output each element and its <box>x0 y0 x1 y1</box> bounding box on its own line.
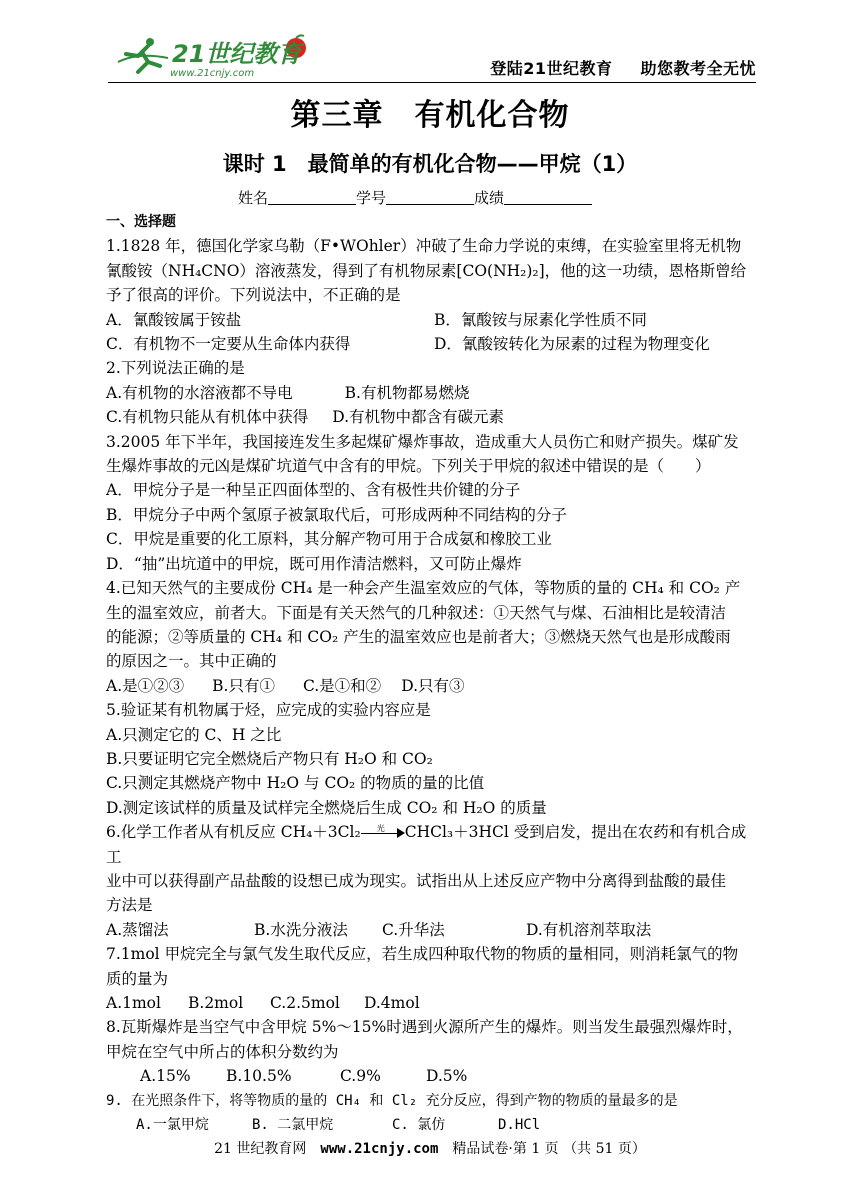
q2-option-c: C.有机物只能从有机体中获得 <box>106 408 309 427</box>
q1-options-row-2 <box>106 332 756 356</box>
id-blank <box>386 190 474 205</box>
q8-option-c: C.9% <box>340 1067 381 1086</box>
q1-options-row-1 <box>106 308 756 332</box>
q6-option-b: B.水洗分液法 <box>254 920 348 939</box>
slogan-helper: 助您教考全无忧 <box>640 59 756 78</box>
q8-option-b: B.10.5% <box>226 1067 292 1086</box>
header-divider <box>108 82 756 83</box>
q8-option-a: A.15% <box>140 1067 191 1086</box>
q2-options-row-1 <box>106 381 756 405</box>
q5-option-b: B.只要证明它完全燃烧后产物只有 H₂O 和 CO₂ <box>106 749 433 768</box>
q6-line-3: 方法是 <box>106 896 153 915</box>
q9-option-a: A.一氯甲烷 <box>136 1117 209 1134</box>
q6-option-a: A.蒸馏法 <box>106 920 169 939</box>
q2-option-d: D.有机物中都含有碳元素 <box>332 408 505 427</box>
q8-line-2: 甲烷在空气中所占的体积分数约为 <box>106 1042 339 1061</box>
q4-option-c: C.是①和② <box>302 676 382 695</box>
slogan-login: 登陆21世纪教育 <box>490 59 613 78</box>
q1-option-b: B．氰酸铵与尿素化学性质不同 <box>434 310 647 329</box>
q3-line-2: 生爆炸事故的元凶是煤矿坑道气中含有的甲烷。下列关于甲烷的叙述中错误的是（ ） <box>106 457 711 476</box>
q7-option-c: C.2.5mol <box>270 994 340 1012</box>
q6-options <box>106 918 756 942</box>
q1-line-2: 氰酸铵（NH₄CNO）溶液蒸发，得到了有机物尿素[CO(NH₂)₂]，他的这一功绩，恩格斯曾给 <box>106 261 747 280</box>
question-list <box>106 210 756 1137</box>
q6-option-d: D.有机溶剂萃取法 <box>526 920 652 939</box>
q4-line-2: 生的温室效应，前者大。下面是有关天然气的几种叙述：①天然气与煤、石油相比是较清洁 <box>106 603 727 622</box>
q9-stem: 9. 在光照条件下，将等物质的量的 CH₄ 和 Cl₂ 充分反应，得到产物的物质的量最多的是 <box>106 1092 678 1109</box>
student-info-line <box>238 187 592 208</box>
q1-option-a: A．氰酸铵属于铵盐 <box>106 310 242 329</box>
logo-url: www.21cnjy.com <box>170 68 255 79</box>
page-header <box>108 30 756 82</box>
score-blank <box>504 190 592 205</box>
q4-options <box>106 674 756 698</box>
arrow-label: 光 <box>376 824 385 834</box>
name-label: 姓名 <box>238 189 269 207</box>
q6-line-1-pre: 6.化学工作者从有机反应 CH₄＋3Cl₂ <box>106 823 361 842</box>
q1-line-1: 1.1828 年，德国化学家乌勒（F•WOhler）冲破了生命力学说的束缚，在实验室里将无机物 <box>106 237 742 256</box>
q8-line-1: 8.瓦斯爆炸是当空气中含甲烷 5%～15%时遇到火源所产生的爆炸。则当发生最强烈爆炸时， <box>106 1018 743 1037</box>
section-heading: 一、选择题 <box>106 214 176 230</box>
q6-line-1-post: CHCl₃＋3HCl 受到启发，提出在农药和有机合成工 <box>106 823 747 866</box>
header-slogan <box>490 56 756 79</box>
q6-line-1 <box>106 820 756 869</box>
score-label: 成绩 <box>474 189 505 207</box>
q7-option-d: D.4mol <box>364 994 420 1012</box>
q3-option-c: C．甲烷是重要的化工原料，其分解产物可用于合成氨和橡胶工业 <box>106 530 552 549</box>
q4-option-a: A.是①②③ <box>106 676 185 695</box>
q9-options <box>106 1113 756 1137</box>
q3-option-b: B．甲烷分子中两个氢原子被氯取代后，可形成两种不同结构的分子 <box>106 505 567 524</box>
q8-option-d: D.5% <box>426 1067 468 1086</box>
lesson-subtitle: 课时 1 最简单的有机化合物——甲烷（1） <box>222 152 638 176</box>
q9-option-d: D.HCl <box>498 1117 541 1134</box>
q8-options <box>106 1064 756 1088</box>
q4-option-b: B.只有① <box>212 676 275 695</box>
q6-option-c: C.升华法 <box>382 920 445 939</box>
chapter-title: 第三章 有机化合物 <box>290 98 570 133</box>
name-blank <box>268 190 356 205</box>
logo-text: 21世纪教育 <box>172 40 302 68</box>
q1-option-c: C．有机物不一定要从生命体内获得 <box>106 335 351 354</box>
footer-site: 21 世纪教育网 <box>214 1141 307 1157</box>
q3-line-1: 3.2005 年下半年，我国接连发生多起煤矿爆炸事故，造成重大人员伤亡和财产损失。煤矿发 <box>106 432 739 451</box>
q3-option-a: A．甲烷分子是一种呈正四面体型的、含有极性共价键的分子 <box>106 481 521 500</box>
q3-option-d: D．“抽”出坑道中的甲烷，既可用作清洁燃料，又可防止爆炸 <box>106 554 522 573</box>
q4-line-3: 的能源；②等质量的 CH₄ 和 CO₂ 产生的温室效应也是前者大；③燃烧天然气也是形成酸雨 <box>106 627 731 646</box>
q5-option-c: C.只测定其燃烧产物中 H₂O 与 CO₂ 的物质的量的比值 <box>106 774 485 793</box>
q7-options <box>106 991 756 1015</box>
q4-line-4: 的原因之一。其中正确的 <box>106 652 277 671</box>
footer-url[interactable]: www.21cnjy.com <box>320 1141 439 1157</box>
q6-line-2: 业中可以获得副产品盐酸的设想已成为现实。试指出从上述反应产物中分离得到盐酸的最佳 <box>106 871 727 890</box>
21cnjy-logo <box>108 32 308 80</box>
q4-line-1: 4.已知天然气的主要成份 CH₄ 是一种会产生温室效应的气体，等物质的量的 CH₄ 和 CO₂ 产 <box>106 579 741 598</box>
q2-stem: 2.下列说法正确的是 <box>106 359 245 378</box>
page-footer <box>0 1138 860 1158</box>
q7-line-1: 7.1mol 甲烷完全与氯气发生取代反应，若生成四种取代物的物质的量相同，则消耗氯气的物 <box>106 945 739 964</box>
q9-option-c: C. 氯仿 <box>392 1117 446 1134</box>
q5-option-d: D.测定该试样的质量及试样完全燃烧后生成 CO₂ 和 H₂O 的质量 <box>106 798 547 817</box>
q1-line-3: 予了很高的评价。下列说法中，不正确的是 <box>106 286 401 305</box>
q5-stem: 5.验证某有机物属于烃，应完成的实验内容应是 <box>106 701 431 720</box>
q1-option-d: D．氰酸铵转化为尿素的过程为物理变化 <box>434 335 710 354</box>
q2-options-row-2 <box>106 405 756 429</box>
q2-option-b: B.有机物都易燃烧 <box>344 383 470 402</box>
footer-page-info: 精品试卷·第 1 页 （共 51 页） <box>452 1141 646 1157</box>
q9-option-b: B. 二氯甲烷 <box>252 1117 334 1134</box>
reaction-arrow-icon <box>361 825 405 837</box>
q7-option-a: A.1mol <box>106 994 161 1012</box>
q7-line-2: 质的量为 <box>106 969 169 988</box>
q5-option-a: A.只测定它的 C、H 之比 <box>106 725 282 744</box>
id-label: 学号 <box>356 189 387 207</box>
q4-option-d: D.只有③ <box>401 676 465 695</box>
q7-option-b: B.2mol <box>188 994 244 1012</box>
q2-option-a: A.有机物的水溶液都不导电 <box>106 383 293 402</box>
